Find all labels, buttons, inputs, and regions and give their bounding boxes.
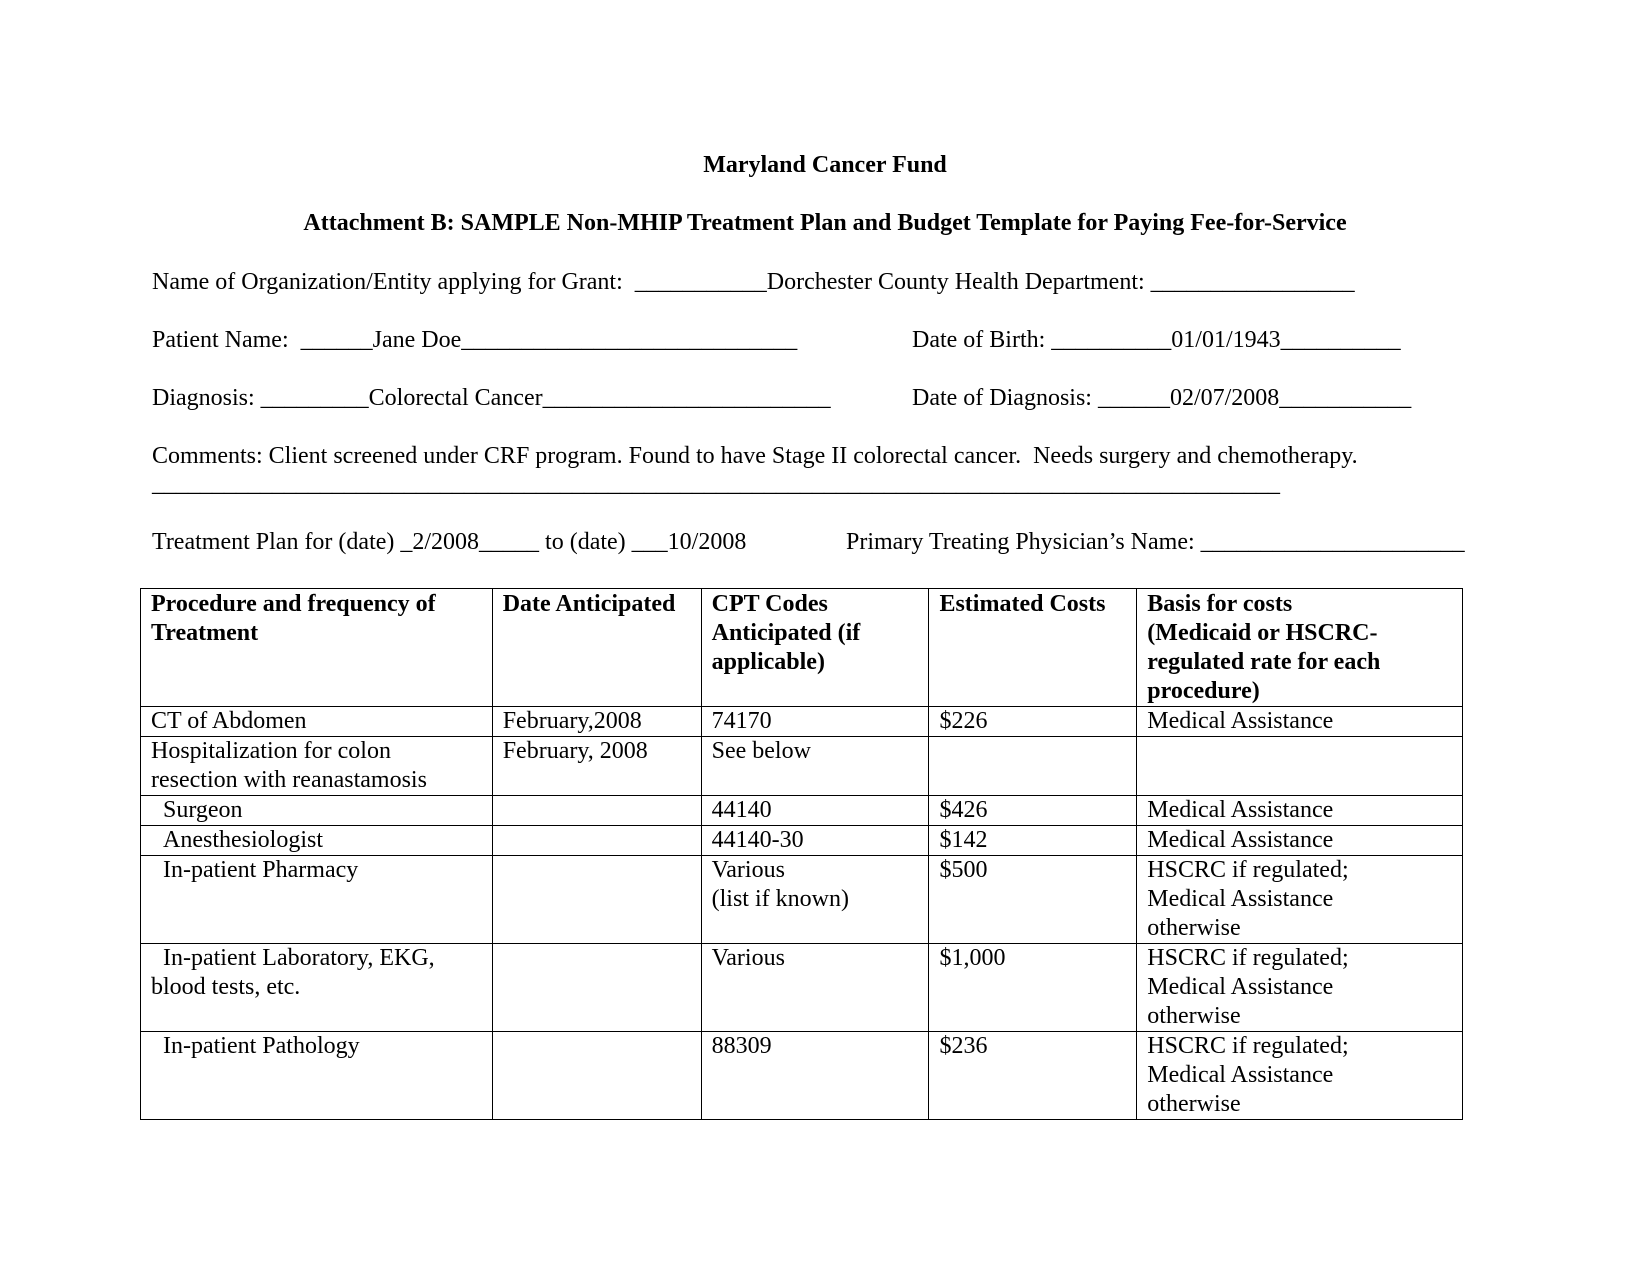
table-cell: HSCRC if regulated; Medical Assistance otherwise xyxy=(1137,856,1463,944)
table-cell xyxy=(492,1032,701,1120)
table-cell: 44140 xyxy=(701,796,929,826)
table-row xyxy=(141,944,1463,1032)
organization-field: Name of Organization/Entity applying for Grant: ___________Dorchester County Health Department: _________________ xyxy=(152,269,1355,295)
table-cell: February,2008 xyxy=(492,707,701,737)
table-row xyxy=(141,826,1463,856)
table-cell: Medical Assistance xyxy=(1137,796,1463,826)
date-of-diagnosis-field: Date of Diagnosis: ______02/07/2008___________ xyxy=(912,385,1412,411)
table-cell xyxy=(1137,737,1463,796)
comments-field: Comments: Client screened under CRF program. Found to have Stage II colorectal cancer. Needs surgery and chemotherapy. xyxy=(152,443,1358,469)
table-cell: 88309 xyxy=(701,1032,929,1120)
table-cell xyxy=(929,737,1137,796)
table-cell: CT of Abdomen xyxy=(141,707,493,737)
table-row xyxy=(141,707,1463,737)
table-cell: $226 xyxy=(929,707,1137,737)
table-cell xyxy=(492,796,701,826)
table-cell: Hospitalization for colon resection with reanastamosis xyxy=(141,737,493,796)
table-row xyxy=(141,1032,1463,1120)
table-header-row xyxy=(141,589,1463,707)
table-cell: See below xyxy=(701,737,929,796)
treatment-plan-dates: Treatment Plan for (date) _2/2008_____ to (date) ___10/2008 xyxy=(152,529,747,555)
table-cell: 74170 xyxy=(701,707,929,737)
table-cell: $426 xyxy=(929,796,1137,826)
table-cell: Medical Assistance xyxy=(1137,826,1463,856)
column-header: Basis for costs (Medicaid or HSCRC- regulated rate for each procedure) xyxy=(1137,589,1463,707)
table-cell: Various xyxy=(701,944,929,1032)
comments-blank-line: ______________________________________________________________________________________________ xyxy=(152,471,1280,497)
table-row xyxy=(141,856,1463,944)
table-cell: $236 xyxy=(929,1032,1137,1120)
document-subtitle: Attachment B: SAMPLE Non-MHIP Treatment Plan and Budget Template for Paying Fee-for-Service xyxy=(303,210,1347,236)
table-cell: $500 xyxy=(929,856,1137,944)
column-header: Date Anticipated xyxy=(492,589,701,707)
column-header: CPT Codes Anticipated (if applicable) xyxy=(701,589,929,707)
table-cell: HSCRC if regulated; Medical Assistance otherwise xyxy=(1137,1032,1463,1120)
table-cell xyxy=(492,856,701,944)
table-cell xyxy=(492,944,701,1032)
table-cell: HSCRC if regulated; Medical Assistance otherwise xyxy=(1137,944,1463,1032)
column-header: Procedure and frequency of Treatment xyxy=(141,589,493,707)
patient-name-field: Patient Name: ______Jane Doe____________________________ xyxy=(152,327,798,353)
table-cell: Various (list if known) xyxy=(701,856,929,944)
table-row xyxy=(141,737,1463,796)
table-cell: $1,000 xyxy=(929,944,1137,1032)
table-cell: In-patient Pathology xyxy=(141,1032,493,1120)
table-row xyxy=(141,796,1463,826)
table-cell: 44140-30 xyxy=(701,826,929,856)
table-cell: In-patient Laboratory, EKG, blood tests, etc. xyxy=(141,944,493,1032)
physician-name-field: Primary Treating Physician’s Name: ______________________ xyxy=(846,529,1465,555)
treatment-budget-table xyxy=(140,588,1463,1120)
table-cell: February, 2008 xyxy=(492,737,701,796)
document-title: Maryland Cancer Fund xyxy=(703,152,947,178)
diagnosis-field: Diagnosis: _________Colorectal Cancer________________________ xyxy=(152,385,831,411)
table-cell xyxy=(492,826,701,856)
table-cell: In-patient Pharmacy xyxy=(141,856,493,944)
table-cell: $142 xyxy=(929,826,1137,856)
table-cell: Medical Assistance xyxy=(1137,707,1463,737)
table-cell: Surgeon xyxy=(141,796,493,826)
date-of-birth-field: Date of Birth: __________01/01/1943__________ xyxy=(912,327,1401,353)
column-header: Estimated Costs xyxy=(929,589,1137,707)
table-cell: Anesthesiologist xyxy=(141,826,493,856)
